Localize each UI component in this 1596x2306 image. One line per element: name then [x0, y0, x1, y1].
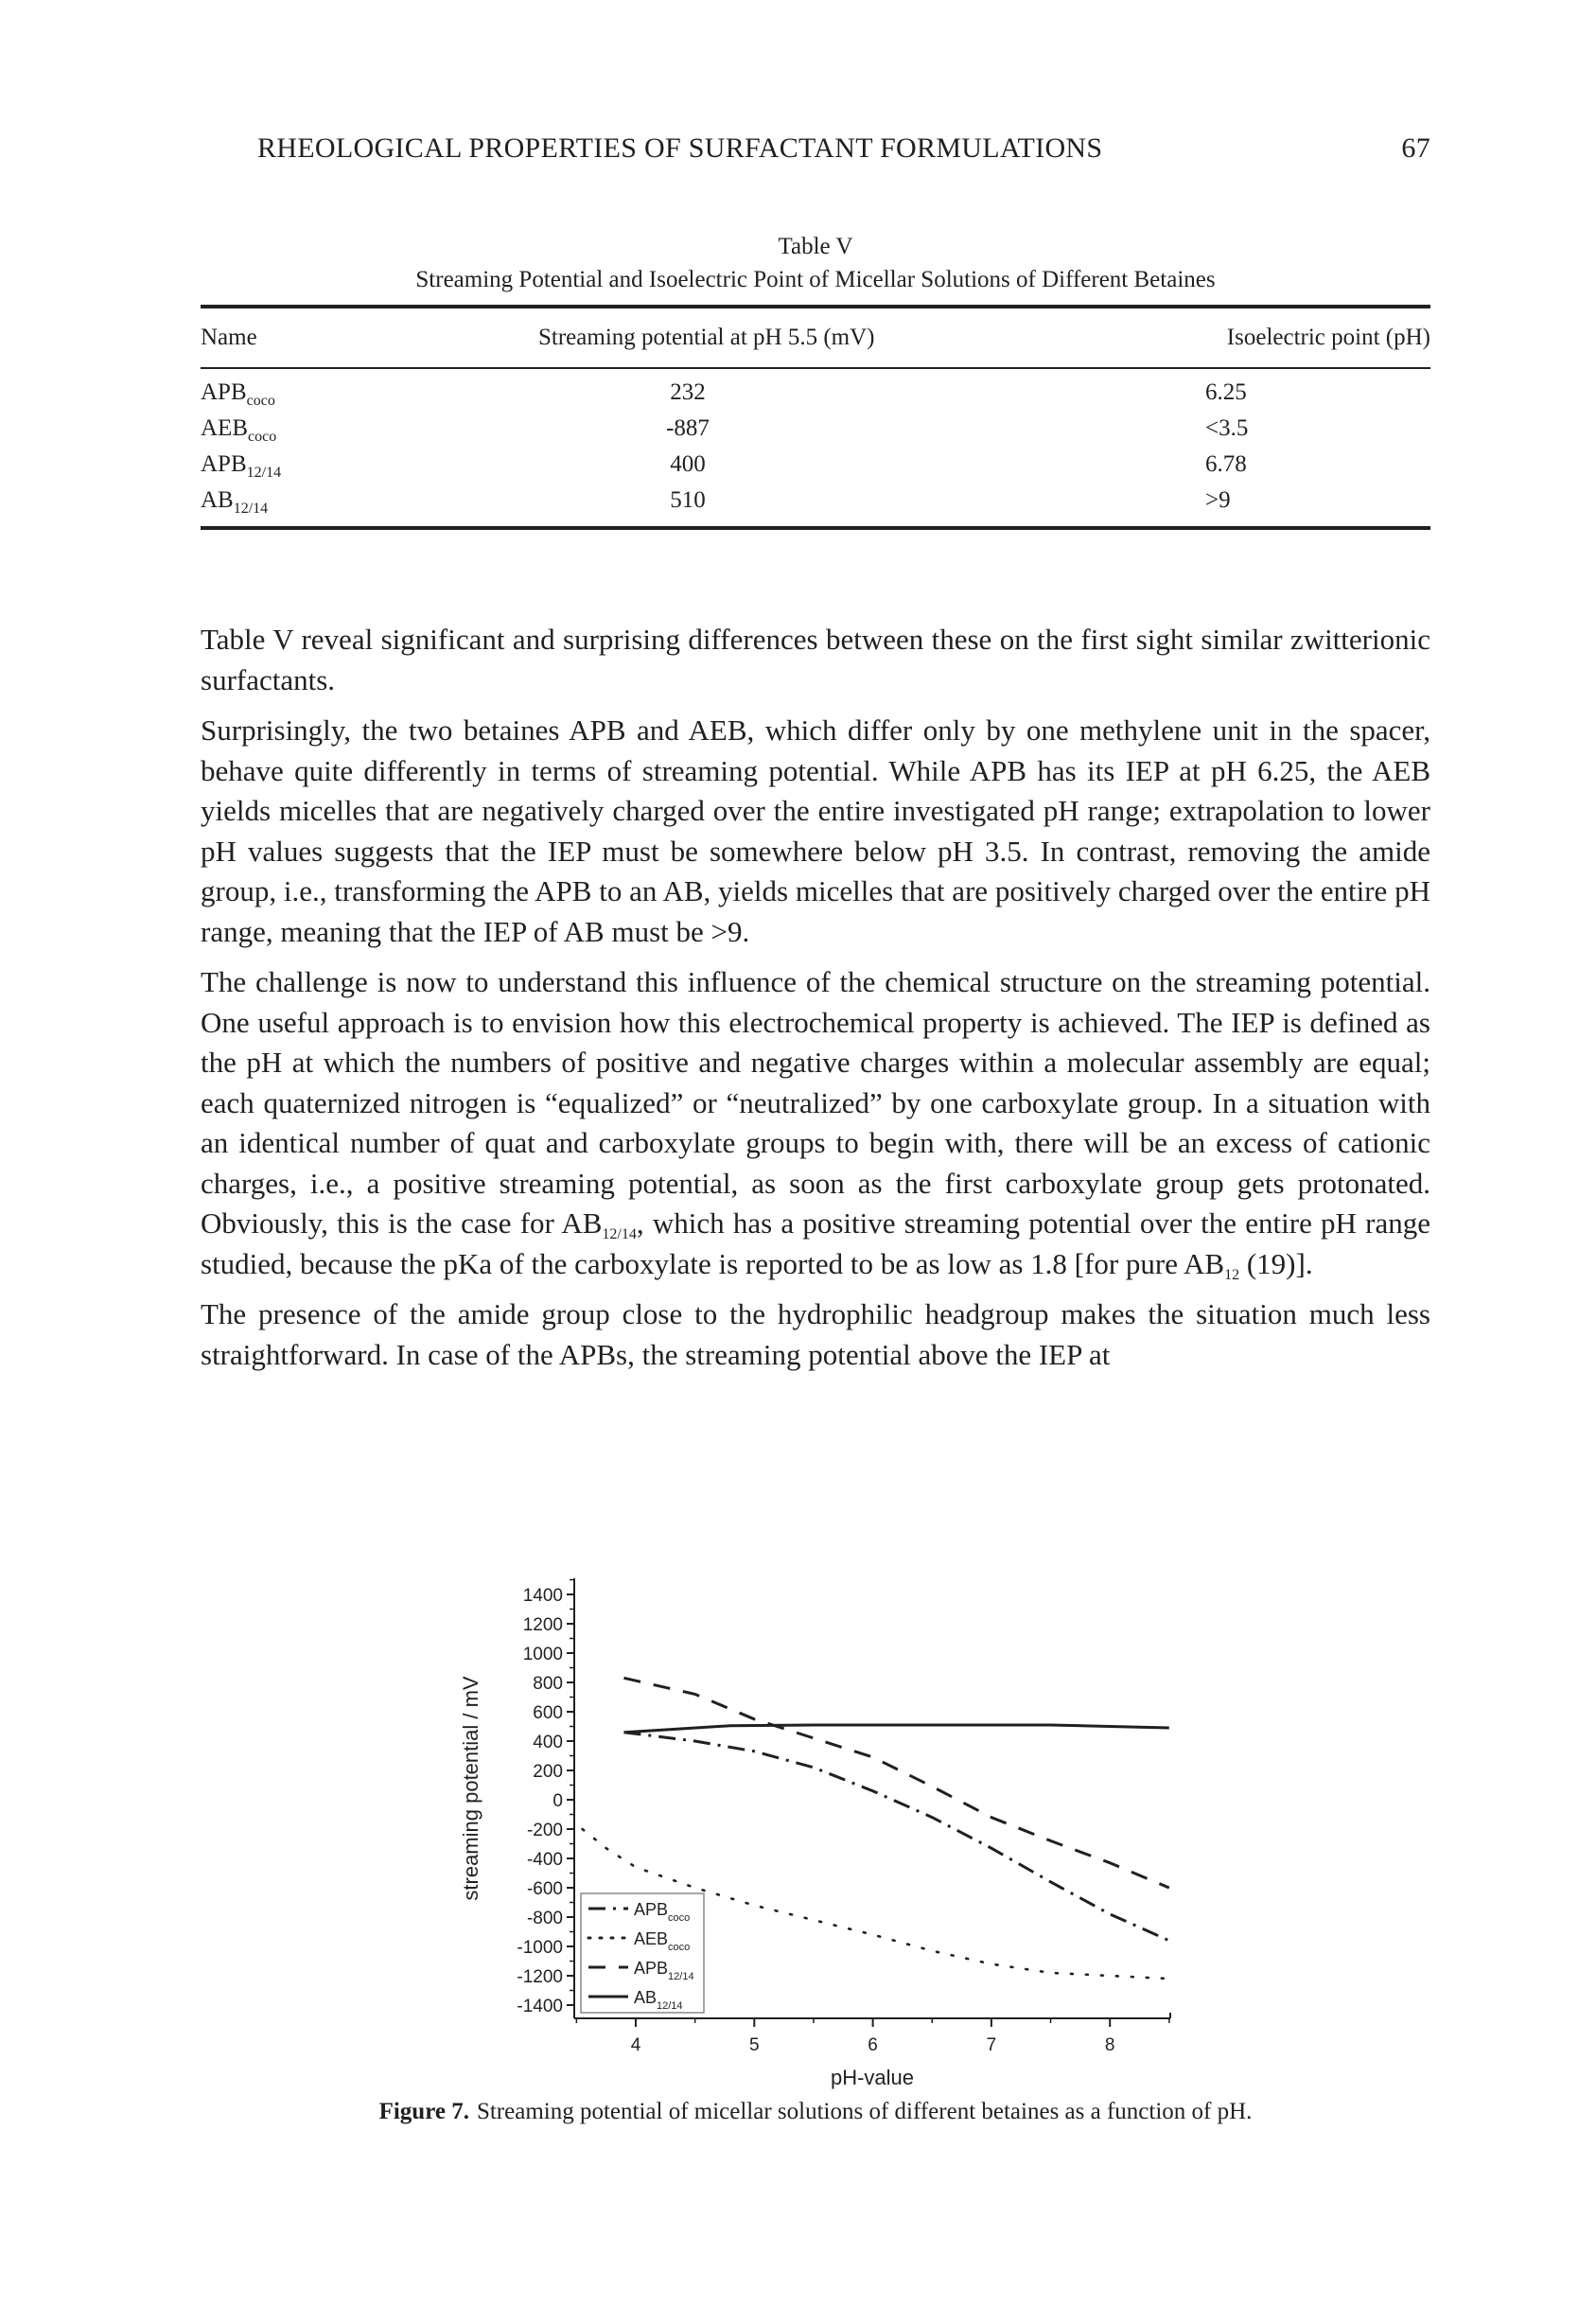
cell-potential: 400	[670, 451, 706, 477]
x-tick-label: 7	[986, 2035, 997, 2055]
y-tick-label: 0	[552, 1791, 563, 1811]
y-tick-label: -1200	[517, 1967, 563, 1987]
cell-name: $AB_{12/14}$	[201, 487, 269, 517]
table-caption	[201, 230, 1430, 296]
cell-iep: <3.5	[1205, 415, 1249, 441]
paragraph-2: Surprisingly, the two betaines APB and AEB, which differ only by one methylene unit in the spacer, behave quite differently in terms of streaming potential. While APB has its IEP at pH 6.25, the AEB yields micelles that are negatively charged over the entire investigated pH range; extrapolation to lower pH values suggests that the IEP must be somewhere below pH 3.5. In contrast, removing the amide group, i.e., transforming the APB to an AB, yields micelles that are positively charged over the entire pH range, meaning that the IEP of AB must be >9.	[201, 713, 1430, 948]
legend-label: $AB_{12/14}$	[634, 1988, 683, 2012]
y-axis-label: streaming potential / mV	[459, 1676, 482, 1901]
table-title: Streaming Potential and Isoelectric Point of Micellar Solutions of Different Betaines	[415, 267, 1216, 292]
cell-potential: -887	[666, 415, 710, 441]
paragraph-4: The presence of the amide group close to the hydrophilic headgroup makes the situation much less straightforward. In case of the APBs, the streaming potential above the IEP at	[201, 1297, 1430, 1371]
paragraph-1: Table V reveal significant and surprising differences between these on the first sight similar zwitterionic surfactants.	[201, 623, 1430, 696]
cell-potential: 232	[670, 379, 706, 405]
legend-label: $AEB_{coco}$	[634, 1929, 691, 1953]
x-tick-label: 8	[1104, 2035, 1115, 2055]
chart-legend	[581, 1893, 704, 2013]
x-tick-label: 5	[749, 2035, 760, 2055]
data-table	[201, 305, 1430, 530]
table-bottom-rule	[201, 526, 1430, 530]
x-tick-label: 4	[630, 2035, 641, 2055]
cell-iep: 6.25	[1205, 379, 1247, 405]
y-tick-label: -400	[526, 1850, 563, 1870]
figure-caption-text: Streaming potential of micellar solutions of different betaines as a function of pH.	[476, 2099, 1253, 2124]
column-header-iep: Isoelectric point (pH)	[1226, 325, 1430, 350]
y-tick-label: 1000	[522, 1645, 563, 1664]
y-tick-label: 600	[533, 1703, 563, 1723]
y-tick-label: 1200	[522, 1615, 563, 1635]
column-header-potential: Streaming potential at pH 5.5 (mV)	[538, 325, 875, 350]
y-tick-label: 400	[533, 1733, 563, 1752]
body-text	[201, 620, 1430, 1385]
y-tick-label: 800	[533, 1674, 563, 1694]
table-row	[201, 483, 1430, 519]
series-line-APB_coco	[624, 1733, 1169, 1941]
paragraph-3: The challenge is now to understand this influence of the chemical structure on the streaming potential. One useful approach is to envision how this electrochemical property is achieved. The IEP is defined as the pH at which the numbers of positive and negative charges within a molecular assembly are equal; each quaternized nitrogen is “equalized” or “neutralized” by one carboxylate group. In a situation with an identical number of quat and carboxylate groups to begin with, there will be an excess of cationic charges, i.e., a positive streaming potential, as soon as the first carboxylate group gets protonated. Obviously, this is the case for $AB_{12/14}$, which has a positive streaming potential over the entire pH range studied, because the pKa of the carboxylate is reported to be as low as 1.8 [for pure $AB_{12}$ (19)].	[201, 965, 1431, 1283]
running-head-title: RHEOLOGICAL PROPERTIES OF SURFACTANT FORMULATIONS	[257, 132, 1103, 164]
y-tick-label: -800	[526, 1909, 563, 1928]
y-tick-label: -1000	[517, 1938, 563, 1958]
table-row	[201, 411, 1430, 447]
legend-label: $APB_{coco}$	[634, 1900, 691, 1924]
page-number: 67	[1401, 132, 1430, 164]
x-tick-label: 6	[868, 2035, 878, 2055]
table-header-rule	[201, 367, 1430, 369]
series-line-AB_12/14	[624, 1725, 1169, 1733]
y-tick-label: 1400	[522, 1586, 563, 1606]
cell-name: $APB_{coco}$	[201, 379, 275, 409]
cell-name: $APB_{12/14}$	[201, 451, 282, 481]
column-header-name: Name	[201, 325, 257, 350]
cell-iep: 6.78	[1205, 451, 1247, 477]
y-tick-label: -200	[526, 1821, 563, 1840]
figure-label: Figure 7.	[378, 2099, 469, 2124]
cell-name: $AEB_{coco}$	[201, 415, 277, 445]
table-header-row	[201, 308, 1430, 367]
legend-label: $APB_{12/14}$	[634, 1959, 694, 1982]
cell-potential: 510	[670, 487, 706, 513]
table-row	[201, 375, 1430, 411]
y-tick-label: -1400	[517, 1997, 563, 2016]
series-line-APB_12/14	[624, 1678, 1169, 1888]
streaming-potential-chart	[435, 1571, 1192, 2101]
cell-iep: >9	[1205, 487, 1231, 513]
figure-caption	[201, 2099, 1430, 2125]
table-row	[201, 447, 1430, 483]
table-label: Table V	[778, 234, 853, 259]
y-tick-label: -600	[526, 1879, 563, 1899]
x-axis-label: pH-value	[830, 2066, 915, 2089]
y-tick-label: 200	[533, 1762, 563, 1782]
running-head	[257, 132, 1430, 165]
